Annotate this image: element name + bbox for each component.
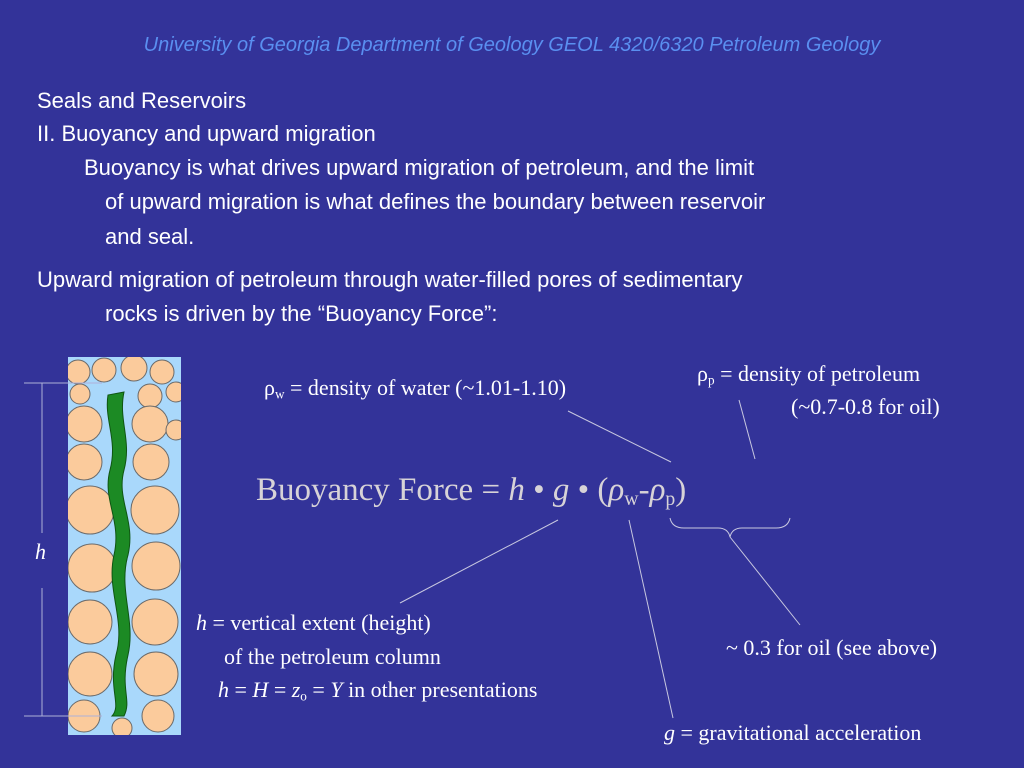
intro-line-1: Buoyancy is what drives upward migration of petroleum, and the limit [84,155,755,180]
formula-h: h [508,472,525,508]
h-alt-z: z [291,677,301,702]
h-definition-line-3 [218,677,537,704]
density-brace [670,518,790,537]
oil-note-pointer [730,537,800,625]
section-heading: II. Buoyancy and upward migration [37,121,376,146]
g-def-var: g [664,720,675,745]
h-alt-eq-3: = [306,677,331,702]
h-alt-H: H [252,677,269,702]
formula-minus: - [638,472,650,508]
formula-rho-w: ρ [608,472,625,508]
buoyancy-formula [256,472,686,511]
formula-g: g [552,472,570,508]
oil-density-note: ~ 0.3 for oil (see above) [726,635,938,660]
rho-w-text: = density of water (~1.01-1.10) [284,375,567,400]
h-definition-line-2: of the petroleum column [224,644,441,669]
h-def-var: h [196,610,207,635]
h-pointer [400,520,558,603]
rho-w-symbol: ρ [264,375,275,400]
migration-line-2: rocks is driven by the “Buoyancy Force”: [105,301,498,326]
slide-title: Seals and Reservoirs [37,88,247,113]
rho-p-range: (~0.7-0.8 for oil) [791,394,940,419]
g-definition [664,720,921,746]
h-alt-eq-1: = [229,677,253,702]
g-pointer [629,520,673,718]
h-alt-eq-2: = [268,677,292,702]
page-header: University of Georgia Department of Geology GEOL 4320/6320 Petroleum Geology [143,34,881,56]
rho-p-pointer [739,400,755,459]
rho-p-sub: p [707,372,715,388]
formula-rho-p: ρ [649,472,666,508]
formula-sub-w: w [624,487,639,510]
rho-p-symbol: ρ [697,361,708,386]
intro-line-3: and seal. [105,224,195,249]
h-alt-z-sub: o [300,688,307,704]
formula-dot-1: • [524,472,553,508]
rho-p-definition [697,361,920,388]
h-definition [196,610,431,636]
rho-w-definition [264,375,566,402]
h-def-text: = vertical extent (height) [207,610,431,635]
intro-line-2: of upward migration is what defines the boundary between reservoir [105,189,766,214]
migration-line-1: Upward migration of petroleum through water-filled pores of sedimentary [37,267,743,292]
rho-w-pointer [568,411,671,462]
formula-sub-p: p [665,487,676,510]
formula-close: ) [675,472,687,508]
g-def-text: = gravitational acceleration [675,720,922,745]
h-alt-Y: Y [330,677,343,702]
h-alt-rest: in other presentations [342,677,538,702]
h-alt-h: h [218,677,229,702]
formula-dot-2: • ( [569,472,609,508]
h-dimension-label: h [35,539,46,564]
formula-prefix: Buoyancy Force = [256,472,509,508]
rho-w-sub: w [274,386,285,402]
rho-p-text: = density of petroleum [714,361,921,386]
